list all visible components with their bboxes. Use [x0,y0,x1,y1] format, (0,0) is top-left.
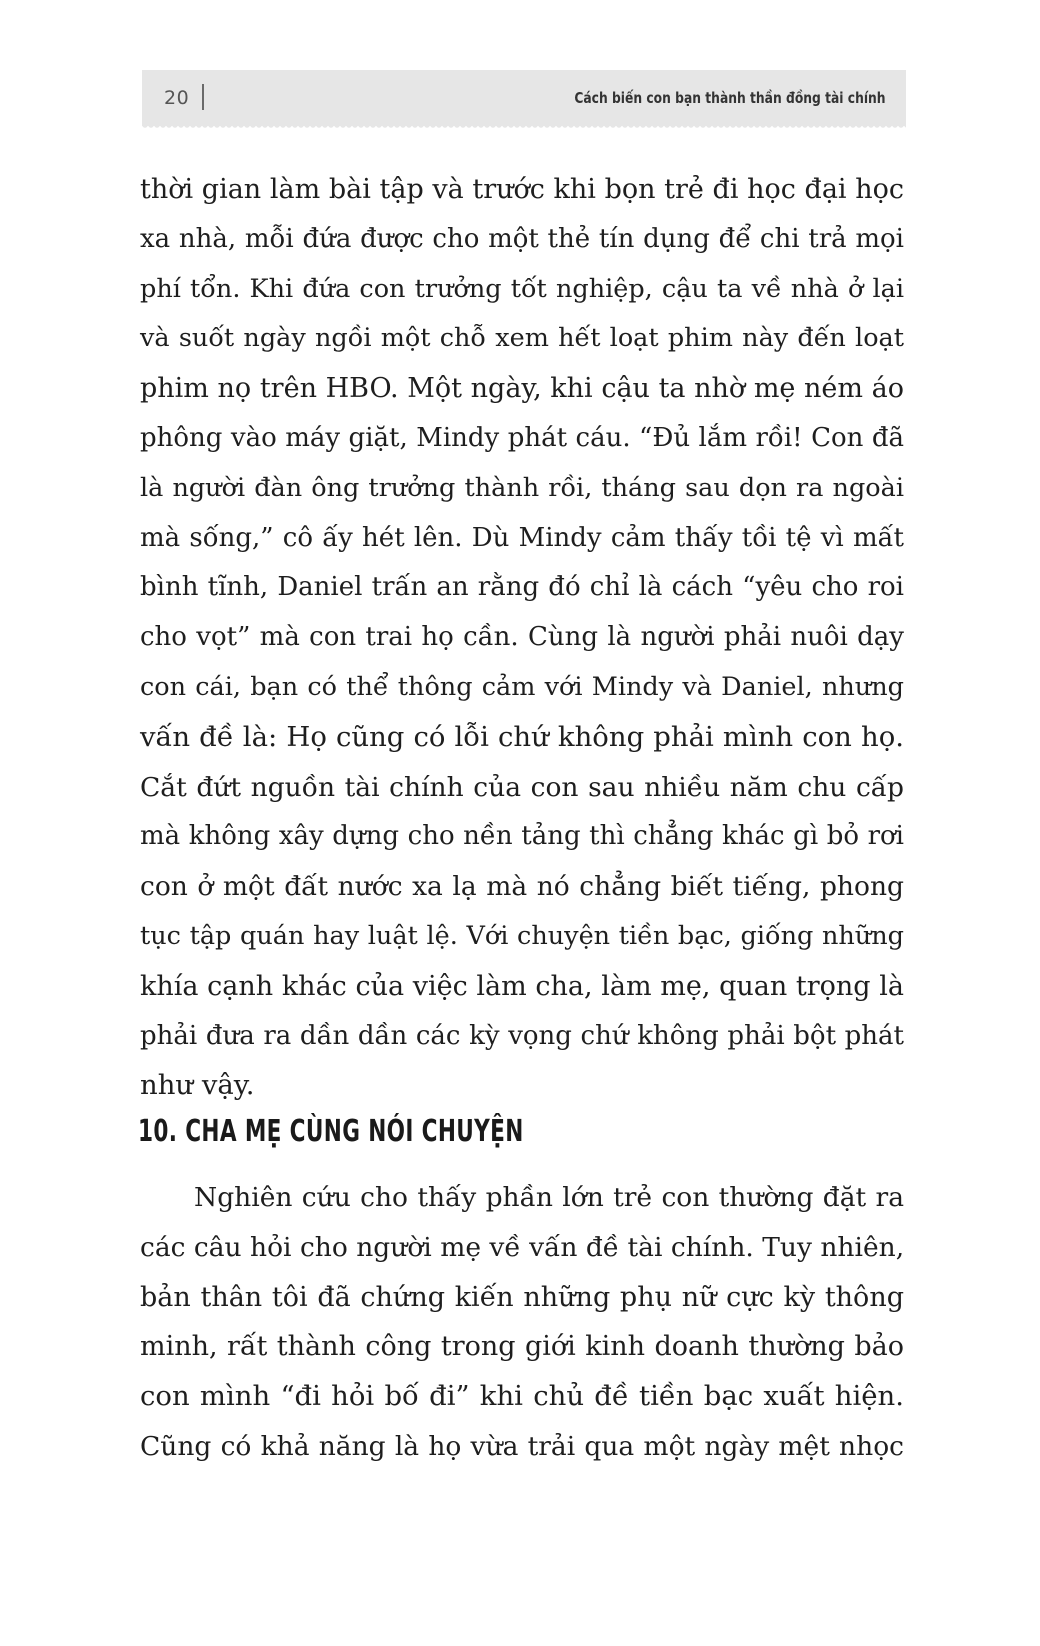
text-line: con ở một đất nước xa lạ mà nó chẳng biết tiếng, phong [140,871,904,903]
text-line: là người đàn ông trưởng thành rồi, tháng sau dọn ra ngoài [140,472,904,503]
text-line: phim nọ trên HBO. Một ngày, khi cậu ta nhờ mẹ ném áo [140,373,904,405]
text-line: phí tổn. Khi đứa con trưởng tốt nghiệp, cậu ta về nhà ở lại [140,273,904,304]
text-line: như vậy. [140,1069,255,1102]
text-line: Nghiên cứu cho thấy phần lớn trẻ con thường đặt ra [194,1182,904,1213]
text-line: và suốt ngày ngồi một chỗ xem hết loạt phim này đến loạt [140,323,904,354]
text-line: bình tĩnh, Daniel trấn an rằng đó chỉ là cách “yêu cho roi [140,572,904,603]
text-line: xa nhà, mỗi đứa được cho một thẻ tín dụng để chi trả mọi [140,223,904,254]
header-divider [202,84,204,110]
text-line: mà không xây dựng cho nền tảng thì chẳng khác gì bỏ rơi [140,821,904,852]
text-line: vấn đề là: Họ cũng có lỗi chứ không phải mình con họ. [140,720,904,753]
section-heading: 10. CHA MẸ CÙNG NÓI CHUYỆN [138,1114,524,1149]
paragraph-1 [140,165,904,1111]
text-line: cho vọt” mà con trai họ cần. Cùng là người phải nuôi dạy [140,622,904,653]
text-line: khía cạnh khác của việc làm cha, làm mẹ, quan trọng là [140,970,904,1002]
text-line: bản thân tôi đã chứng kiến những phụ nữ cực kỳ thông [140,1281,904,1313]
text-line: phông vào máy giặt, Mindy phát cáu. “Đủ lắm rồi! Con đã [140,422,904,453]
running-header [142,70,906,126]
text-line: các câu hỏi cho người mẹ về vấn đề tài chính. Tuy nhiên, [140,1231,905,1263]
text-line: thời gian làm bài tập và trước khi bọn trẻ đi học đại học [140,174,904,205]
page-number: 20 [164,87,190,109]
text-line: tục tập quán hay luật lệ. Với chuyện tiền bạc, giống những [140,920,904,951]
text-line: minh, rất thành công trong giới kinh doanh thường bảo [140,1331,904,1363]
text-line: con mình “đi hỏi bố đi” khi chủ đề tiền bạc xuất hiện. [140,1380,904,1413]
paragraph-2 [140,1173,904,1472]
text-line: Cắt đứt nguồn tài chính của con sau nhiều năm chu cấp [140,771,904,803]
text-line: phải đưa ra dần dần các kỳ vọng chứ không phải bột phát [140,1020,904,1051]
text-line: con cái, bạn có thể thông cảm với Mindy và Daniel, nhưng [140,671,904,702]
text-line: mà sống,” cô ấy hét lên. Dù Mindy cảm thấy tồi tệ vì mất [140,522,904,553]
text-line: Cũng có khả năng là họ vừa trải qua một ngày mệt nhọc [140,1430,904,1462]
book-title: Cách biến con bạn thành thần đồng tài chính [574,89,886,107]
